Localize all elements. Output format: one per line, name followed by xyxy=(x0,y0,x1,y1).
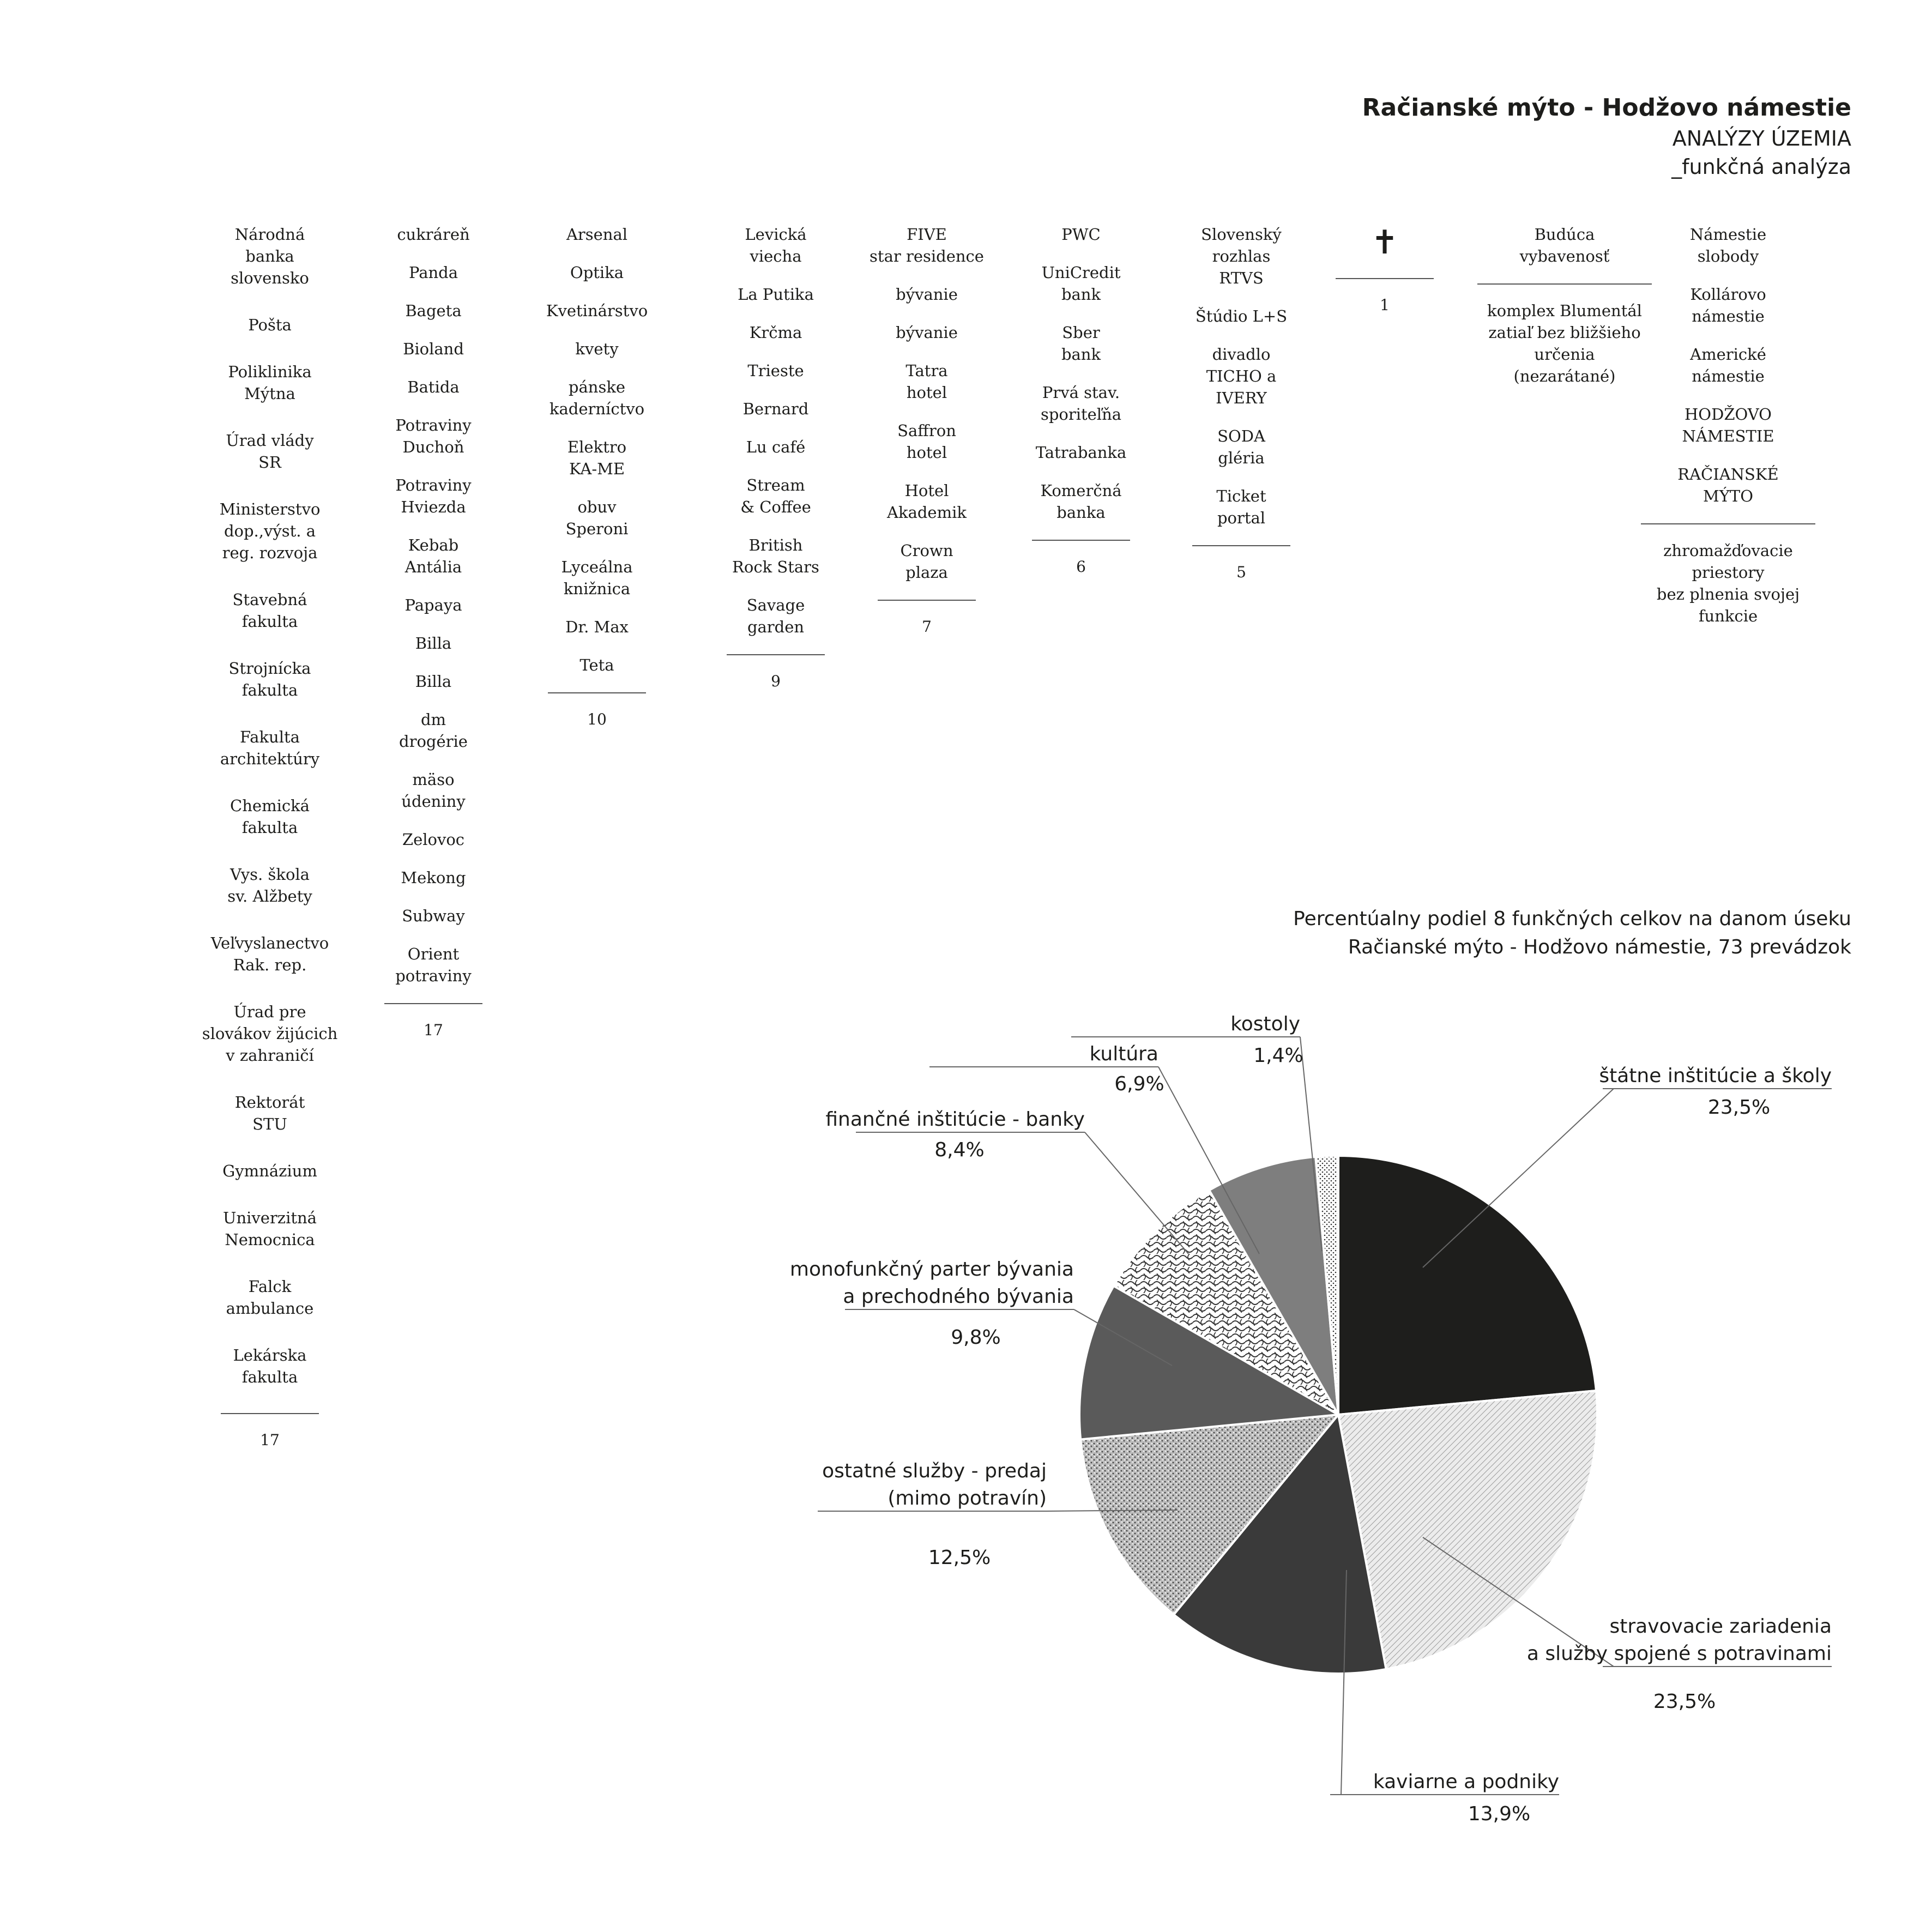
column-item: Optika xyxy=(570,263,624,282)
column-item: Dr. Max xyxy=(565,618,629,636)
column-item: Lu café xyxy=(746,438,806,456)
column-item: Kollárovo námestie xyxy=(1690,285,1766,325)
column-item: Poliklinika Mýtna xyxy=(228,363,312,403)
column-item: Tatrabanka xyxy=(1035,443,1127,462)
column-item: British Rock Stars xyxy=(732,536,819,576)
column-item: Ministerstvo dop.,výst. a reg. rozvoja xyxy=(219,500,321,562)
column-item: Lyceálna knižnica xyxy=(561,558,633,598)
column-item: Gymnázium xyxy=(222,1162,317,1180)
column-item: Falck ambulance xyxy=(226,1277,314,1318)
page-subsubtitle: _funkčná analýza xyxy=(1671,155,1851,179)
slice-percent-label: 8,4% xyxy=(934,1139,985,1161)
column-8 xyxy=(1317,224,1453,316)
column-item: Krčma xyxy=(749,323,802,342)
column-item: Pošta xyxy=(248,316,292,334)
pie-slice xyxy=(1338,1156,1596,1415)
column-item: Univerzitná Nemocnica xyxy=(223,1209,317,1249)
column-count: 10 xyxy=(587,710,607,728)
column-item: Hotel Akademik xyxy=(887,481,967,522)
column-item: HODŽOVO NÁMESTIE xyxy=(1682,405,1774,445)
column-item: Úrad pre slovákov žijúcich v zahraničí xyxy=(202,1003,338,1065)
column-item: SODA gléria xyxy=(1217,427,1265,467)
slice-percent-label: 23,5% xyxy=(1653,1690,1716,1713)
column-item: Kebab Antália xyxy=(404,536,462,576)
column-count: 1 xyxy=(1380,296,1390,314)
column-7 xyxy=(1173,224,1309,583)
column-divider xyxy=(727,654,825,655)
column-item: Potraviny Hviezda xyxy=(395,476,472,516)
column-divider xyxy=(1641,523,1815,524)
column-item: Chemická fakulta xyxy=(230,796,310,837)
page-subtitle: ANALÝZY ÚZEMIA xyxy=(1672,126,1851,150)
column-divider xyxy=(878,600,976,601)
column-item: Zelovoc xyxy=(402,830,465,849)
column-note: komplex Blumentál zatiaľ bez bližšieho určenia (nezarátané) xyxy=(1487,301,1642,385)
column-item: Námestie slobody xyxy=(1689,225,1767,265)
column-item: UniCredit bank xyxy=(1041,263,1121,304)
column-item: Teta xyxy=(579,656,614,674)
column-item: dm drogérie xyxy=(399,710,468,751)
column-item: Štúdio L+S xyxy=(1195,307,1288,325)
column-item: Tatra hotel xyxy=(905,361,948,402)
column-4 xyxy=(708,224,844,692)
slice-percent-label: 12,5% xyxy=(928,1547,991,1569)
chart-title-line-1: Percentúalny podiel 8 funkčných celkov na danom úseku xyxy=(1293,908,1851,930)
slice-label: a prechodného bývania xyxy=(843,1285,1074,1308)
column-item: Vys. škola sv. Alžbety xyxy=(227,865,312,905)
column-10 xyxy=(1630,224,1826,627)
column-item: Slovenský rozhlas RTVS xyxy=(1201,225,1282,287)
column-item: Mekong xyxy=(401,868,466,887)
column-item: Papaya xyxy=(404,596,462,614)
column-item: Budúca vybavenosť xyxy=(1519,225,1610,265)
column-count: 17 xyxy=(260,1431,280,1449)
column-note: zhromažďovacie priestory bez plnenia svojej funkcie xyxy=(1656,541,1800,625)
column-item: bývanie xyxy=(896,285,958,304)
page-title: Račianské mýto - Hodžovo námestie xyxy=(1362,94,1851,122)
column-2 xyxy=(365,224,502,1041)
column-divider xyxy=(1477,283,1652,285)
column-item: Bageta xyxy=(405,301,462,320)
column-item: Národná banka slovensko xyxy=(231,225,309,287)
column-item: Saffron hotel xyxy=(897,421,956,462)
column-item: PWC xyxy=(1061,225,1101,244)
column-item: Veľvyslanectvo Rak. rep. xyxy=(210,934,329,974)
column-item: Lekárska fakulta xyxy=(233,1346,307,1386)
column-item: Billa xyxy=(415,634,452,653)
column-item: Subway xyxy=(402,907,465,925)
column-item: Americké námestie xyxy=(1690,345,1766,385)
slice-label: (mimo potravín) xyxy=(887,1487,1047,1510)
column-5 xyxy=(859,224,995,638)
column-count: 5 xyxy=(1236,563,1246,581)
slice-label: kaviarne a podniky xyxy=(1373,1771,1559,1793)
column-item: FIVE star residence xyxy=(870,225,984,265)
column-item: mäso údeniny xyxy=(401,770,466,811)
slice-percent-label: 1,4% xyxy=(1253,1045,1303,1067)
slice-percent-label: 9,8% xyxy=(951,1326,1001,1349)
column-item: Kvetinárstvo xyxy=(546,301,648,320)
column-item: Potraviny Duchoň xyxy=(395,416,472,456)
column-item: bývanie xyxy=(896,323,958,342)
column-item: Strojnícka fakulta xyxy=(228,659,311,699)
column-item: RAČIANSKÉ MÝTO xyxy=(1677,465,1779,505)
slice-label: finančné inštitúcie - banky xyxy=(825,1108,1085,1131)
column-item: cukráreň xyxy=(397,225,470,244)
column-item: Savage garden xyxy=(746,596,805,636)
header xyxy=(1362,92,1851,181)
slice-label: kostoly xyxy=(1230,1013,1300,1035)
column-divider xyxy=(1192,545,1290,546)
column-1 xyxy=(202,224,338,1451)
column-item: Stavebná fakulta xyxy=(232,590,307,631)
slice-percent-label: 23,5% xyxy=(1707,1096,1771,1119)
column-count: 17 xyxy=(424,1021,443,1039)
cross-icon: ✝ xyxy=(1370,224,1399,262)
column-count: 9 xyxy=(771,672,781,690)
slice-percent-label: 6,9% xyxy=(1114,1073,1164,1095)
column-item: Panda xyxy=(408,263,458,282)
column-item: Billa xyxy=(415,672,452,691)
column-item: Fakulta architektúry xyxy=(220,728,320,768)
leader-line xyxy=(1085,1132,1188,1254)
chart-title-line-2: Račianské mýto - Hodžovo námestie, 73 prevádzok xyxy=(1348,936,1851,958)
slice-label: monofunkčný parter bývania xyxy=(789,1258,1074,1281)
pie-chart xyxy=(709,959,1908,1859)
column-divider xyxy=(384,1003,482,1004)
column-item: Trieste xyxy=(747,361,804,380)
column-divider xyxy=(221,1413,319,1414)
column-item: Prvá stav. sporiteľňa xyxy=(1040,383,1122,424)
slice-label: ostatné služby - predaj xyxy=(822,1460,1047,1482)
column-item: Batida xyxy=(407,378,460,396)
column-item: Ticket portal xyxy=(1216,487,1266,527)
column-item: La Putika xyxy=(738,285,814,304)
slice-label: stravovacie zariadenia xyxy=(1609,1615,1832,1638)
column-item: Crown plaza xyxy=(900,541,953,582)
column-6 xyxy=(1013,224,1149,578)
column-item: kvety xyxy=(575,340,619,358)
chart-title xyxy=(1293,905,1851,962)
slice-label: a služby spojené s potravinami xyxy=(1526,1643,1832,1665)
column-item: obuv Speroni xyxy=(565,498,629,538)
column-item: Rektorát STU xyxy=(234,1093,305,1133)
slice-label: štátne inštitúcie a školy xyxy=(1599,1065,1832,1087)
column-item: Arsenal xyxy=(566,225,628,244)
column-divider xyxy=(1336,278,1434,279)
column-item: Orient potraviny xyxy=(395,945,472,985)
column-item: Stream & Coffee xyxy=(740,476,811,516)
slice-label: kultúra xyxy=(1089,1043,1158,1065)
column-item: Levická viecha xyxy=(745,225,807,265)
column-3 xyxy=(529,224,665,730)
column-item: Elektro KA-ME xyxy=(567,438,627,478)
column-count: 7 xyxy=(922,618,932,636)
column-item: Bernard xyxy=(742,400,809,418)
column-item: divadlo TICHO a IVERY xyxy=(1206,345,1277,407)
column-item: Bioland xyxy=(403,340,464,358)
column-item: Komerčná banka xyxy=(1040,481,1122,522)
column-item: pánske kaderníctvo xyxy=(549,378,645,418)
column-item: Úrad vlády SR xyxy=(226,431,314,472)
column-divider xyxy=(548,692,646,693)
column-item: Sber bank xyxy=(1061,323,1101,364)
column-count: 6 xyxy=(1076,558,1086,576)
column-divider xyxy=(1032,540,1130,541)
slice-percent-label: 13,9% xyxy=(1468,1803,1531,1825)
